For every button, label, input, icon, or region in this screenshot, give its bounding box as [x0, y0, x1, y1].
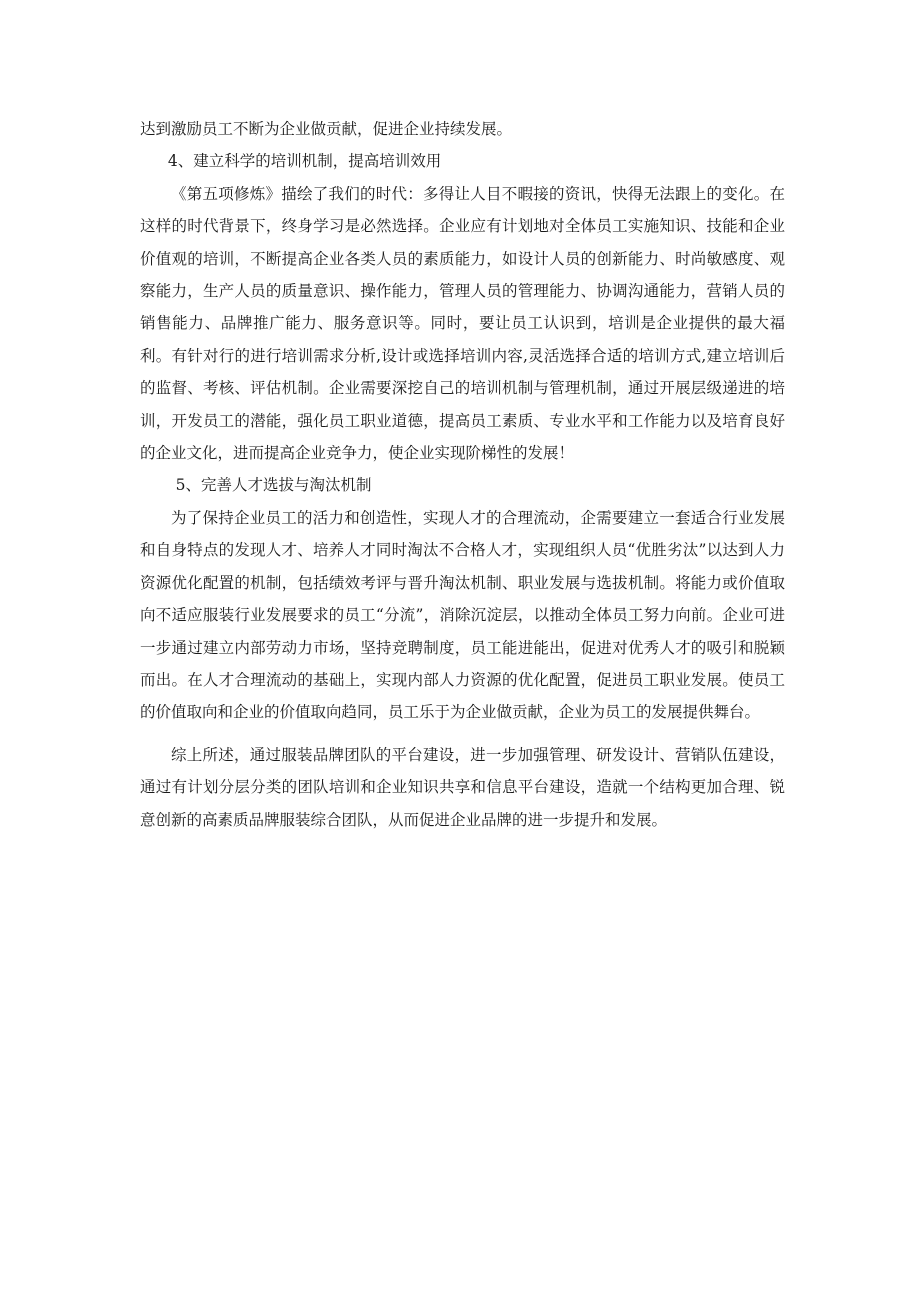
talent-paragraph: 为了保持企业员工的活力和创造性，实现人才的合理流动，企需要建立一套适合行业发展和自身特点的发现人才、培养人才同时淘汰不合格人才，实现组织人员“优胜劣汰”以达到人力资源优化配置的机制，包括绩效考评与晋升淘汰机制、职业发展与选拔机制。将能力或价值取向不适应服装行业发展要求的员工“分流”，消除沉淀层，以推动全体员工努力向前。企业可进一步通过建立内部劳动力市场，坚持竞聘制度，员工能进能出，促进对优秀人才的吸引和脱颖而出。在人才合理流动的基础上，实现内部人力资源的优化配置，促进员工职业发展。使员工的价值取向和企业的价值取向趋同，员工乐于为企业做贡献，企业为员工的发展提供舞台。 [140, 508, 785, 722]
training-paragraph: 《第五项修炼》描绘了我们的时代：多得让人目不暇接的资讯，快得无法跟上的变化。在这样的时代背景下，终身学习是必然选择。企业应有计划地对全体员工实施知识、技能和企业价值观的培训，不断提高企业各类人员的素质能力，如设计人员的创新能力、时尚敏感度、观察能力，生产人员的质量意识、操作能力，管理人员的管理能力、协调沟通能力，营销人员的销售能力、品牌推广能力、服务意识等。同时，要让员工认识到，培训是企业提供的最大福利。有针对行的进行培训需求分析,设计或选择培训内容,灵活选择合适的培训方式,建立培训后的监督、考核、评估机制。企业需要深挖自己的培训机制与管理机制，通过开展层级递进的培训，开发员工的潜能，强化员工职业道德，提高员工素质、专业水平和工作能力以及培育良好的企业文化，进而提高企业竞争力，使企业实现阶梯性的发展！ [140, 184, 785, 463]
section-heading-training: 4、建立科学的培训机制，提高培训效用 [167, 152, 442, 171]
summary-paragraph: 综上所述，通过服装品牌团队的平台建设，进一步加强管理、研发设计、营销队伍建设，通过有计划分层分类的团队培训和企业知识共享和信息平台建设，造就一个结构更加合理、锐意创新的高素质品牌服装综合团队，从而促进企业品牌的进一步提升和发展。 [140, 745, 785, 829]
section-heading-talent: 5、完善人才选拔与淘汰机制 [175, 476, 372, 495]
document-body [140, 113, 785, 836]
continuation-paragraph: 达到激励员工不断为企业做贡献，促进企业持续发展。 [140, 120, 513, 138]
